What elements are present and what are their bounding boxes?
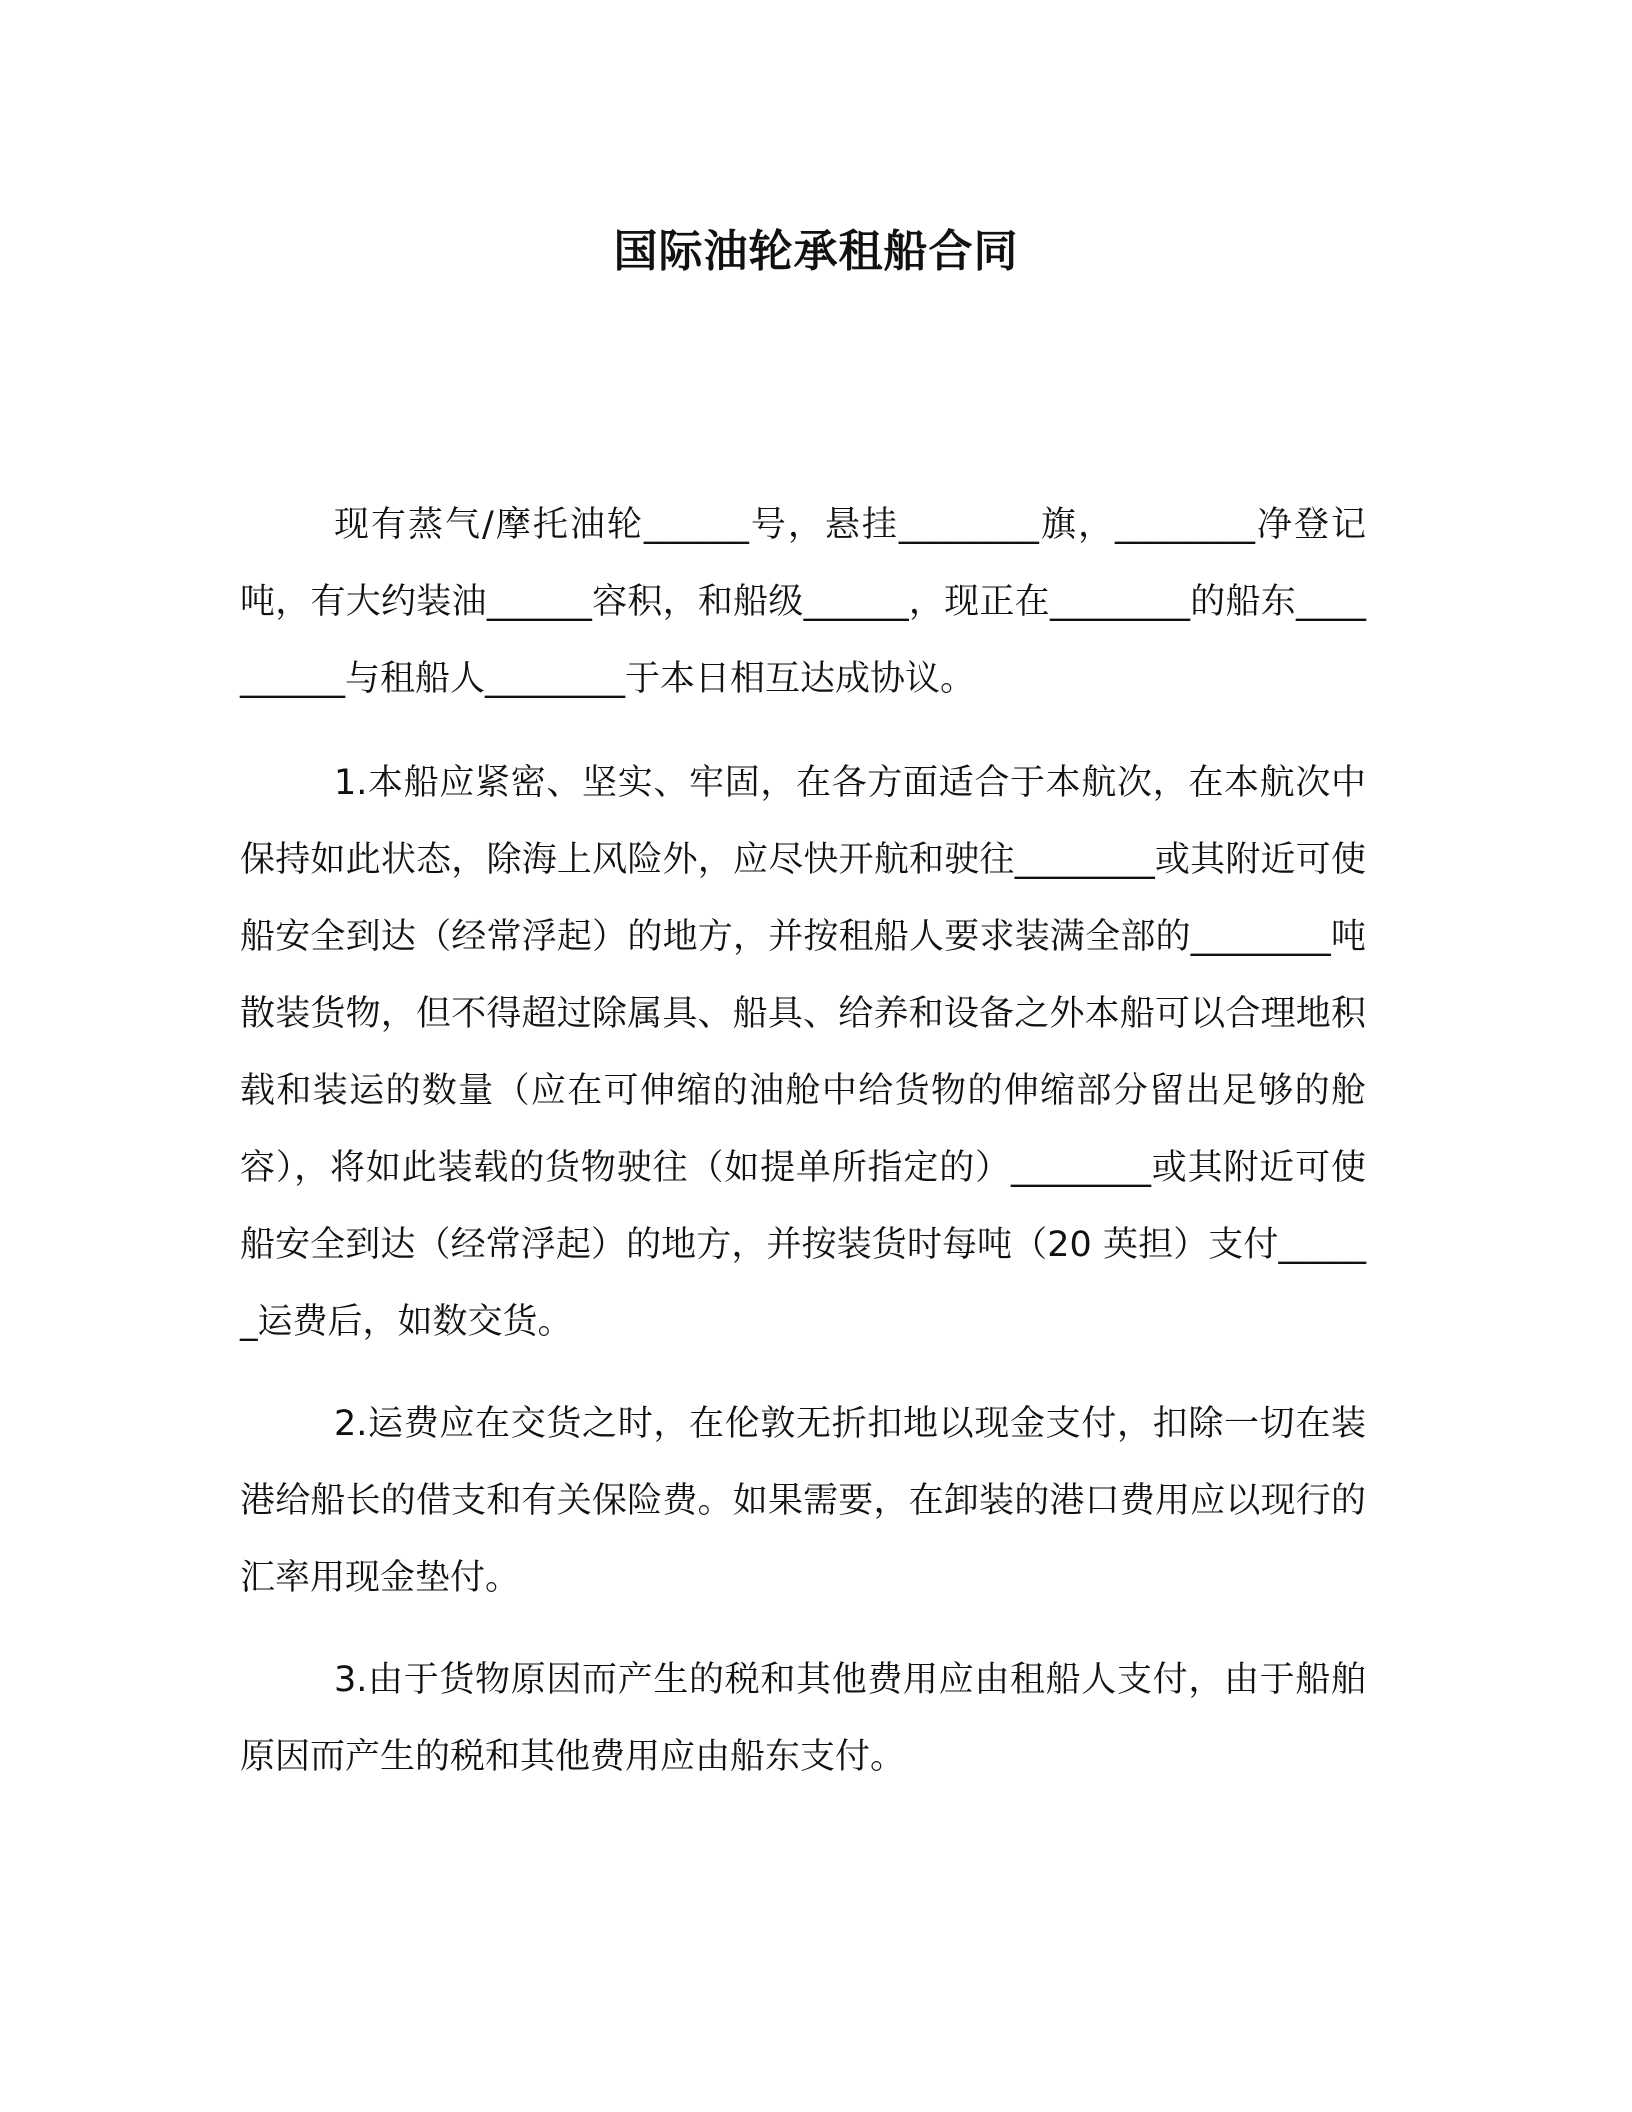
document-title: 国际油轮承租船合同 [613,226,1019,277]
contract-preamble-paragraph: 现有蒸气/摩托油轮______号，悬挂________旗，________净登记吨，有大约装油______容积，和船级______，现正在________的船东__________与租船人________于本日相互达成协议。 [240,505,1366,699]
clause-1-paragraph: 1.本船应紧密、坚实、牢固，在各方面适合于本航次，在本航次中保持如此状态，除海上风险外，应尽快开航和驶往________或其附近可使船安全到达（经常浮起）的地方，并按租船人要求装满全部的________吨散装货物，但不得超过除属具、船具、给养和设备之外本船可以合理地积载和装运的数量（应在可伸缩的油舱中给货物的伸缩部分留出足够的舱容），将如此装载的货物驶往（如提单所指定的）________或其附近可使船安全到达（经常浮起）的地方，并按装货时每吨（20 英担）支付______运费后，如数交货。 [240,763,1366,1342]
clause-2-paragraph: 2.运费应在交货之时，在伦敦无折扣地以现金支付，扣除一切在装港给船长的借支和有关保险费。如果需要，在卸装的港口费用应以现行的汇率用现金垫付。 [240,1404,1366,1598]
clause-3-paragraph: 3.由于货物原因而产生的税和其他费用应由租船人支付，由于船舶原因而产生的税和其他费用应由船东支付。 [240,1660,1366,1777]
document-body [240,487,1366,1821]
